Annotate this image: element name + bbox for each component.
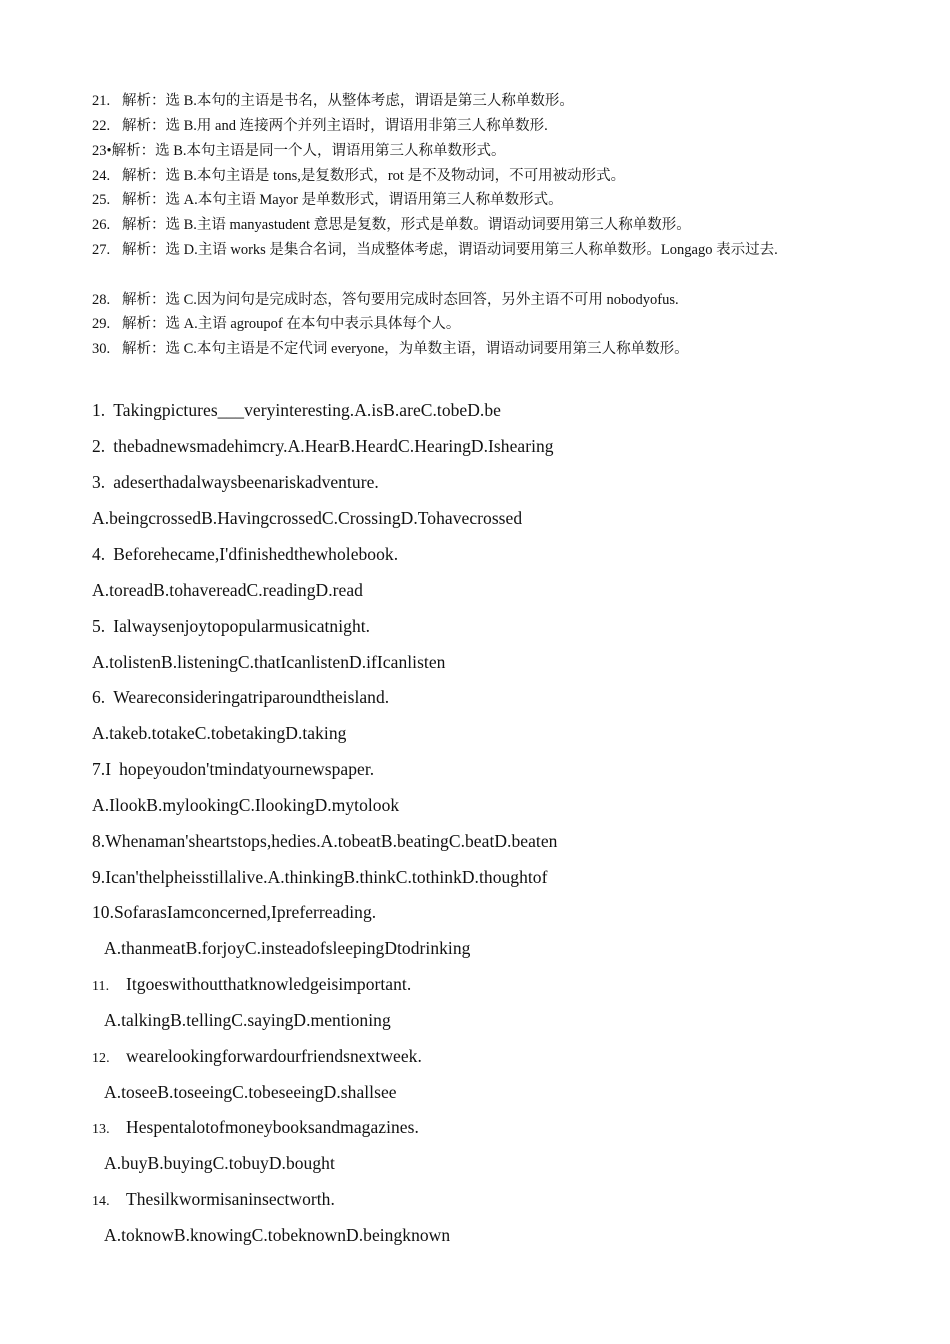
question-11-options: A.talkingB.tellingC.sayingD.mentioning (104, 1010, 391, 1030)
question-5-options: A.tolistenB.listeningC.thatIcanlistenD.ifIcanlisten (92, 652, 446, 672)
explanation-30: 30. 解析：选 C.本句主语是不定代词 everyone，为单数主语，谓语动词要用第三人称单数形。 (92, 341, 689, 357)
question-3: 3. adeserthadalwaysbeenariskadventure. (92, 472, 379, 492)
question-6-options: A.takeb.totakeC.tobetakingD.taking (92, 723, 347, 743)
question-14: 14. Thesilkwormisaninsectworth. (92, 1189, 335, 1209)
question-13: 13. Hespentalotofmoneybooksandmagazines. (92, 1117, 419, 1137)
question-1: 1. Takingpictures___veryinteresting.A.isB.areC.tobeD.be (92, 400, 501, 420)
question-8: 8.Whenaman'sheartstops,hedies.A.tobeatB.beatingC.beatD.beaten (92, 831, 558, 851)
question-7: 7.I hopeyoudon'tmindatyournewspaper. (92, 759, 375, 779)
question-14-options: A.toknowB.knowingC.tobeknownD.beingknown (104, 1225, 451, 1245)
question-12: 12. wearelookingforwardourfriendsnextweek. (92, 1046, 422, 1066)
question-13-options: A.buyB.buyingC.tobuyD.bought (104, 1153, 335, 1173)
question-6: 6. Weareconsideringatriparoundtheisland. (92, 687, 390, 707)
question-2: 2. thebadnewsmadehimcry.A.HearB.HeardC.HearingD.Ishearing (92, 436, 554, 456)
explanation-27: 27. 解析：选 D.主语 works 是集合名词，当成整体考虑，谓语动词要用第三人称单数形。Longago 表示过去. (92, 242, 778, 258)
explanation-22: 22. 解析：选 B.用 and 连接两个并列主语时，谓语用非第三人称单数形. (92, 118, 548, 134)
explanation-23: 23•解析：选 B.本句主语是同一个人，谓语用第三人称单数形式。 (92, 143, 506, 159)
explanation-24: 24. 解析：选 B.本句主语是 tons,是复数形式，rot 是不及物动词，不可用被动形式。 (92, 168, 626, 184)
explanation-25: 25. 解析：选 A.本句主语 Mayor 是单数形式，谓语用第三人称单数形式。 (92, 192, 563, 208)
question-10-options: A.thanmeatB.forjoyC.insteadofsleepingDtodrinking (104, 938, 471, 958)
question-9: 9.Ican'thelpheisstillalive.A.thinkingB.thinkC.tothinkD.thoughtof (92, 867, 548, 887)
explanation-28: 28. 解析：选 C.因为问句是完成时态，答句要用完成时态回答，另外主语不可用 nobodyofus. (92, 292, 679, 308)
question-4: 4. Beforehecame,I'dfinishedthewholebook. (92, 544, 399, 564)
question-10: 10.SofarasIamconcerned,Ipreferreading. (92, 902, 377, 922)
question-3-options: A.beingcrossedB.HavingcrossedC.CrossingD.Tohavecrossed (92, 508, 523, 528)
question-5: 5. Ialwaysenjoytopopularmusicatnight. (92, 616, 371, 636)
explanation-21: 21. 解析：选 B.本句的主语是书名，从整体考虑，谓语是第三人称单数形。 (92, 93, 574, 109)
explanation-29: 29. 解析：选 A.主语 agroupof 在本句中表示具体每个人。 (92, 316, 461, 332)
question-12-options: A.toseeB.toseeingC.tobeseeingD.shallsee (104, 1082, 397, 1102)
question-11: 11. Itgoeswithoutthatknowledgeisimportant. (92, 974, 412, 994)
question-7-options: A.IlookB.mylookingC.IlookingD.mytolook (92, 795, 400, 815)
question-4-options: A.toreadB.tohavereadC.readingD.read (92, 580, 363, 600)
explanation-26: 26. 解析：选 B.主语 manyastudent 意思是复数，形式是单数。谓语动词要用第三人称单数形。 (92, 217, 691, 233)
